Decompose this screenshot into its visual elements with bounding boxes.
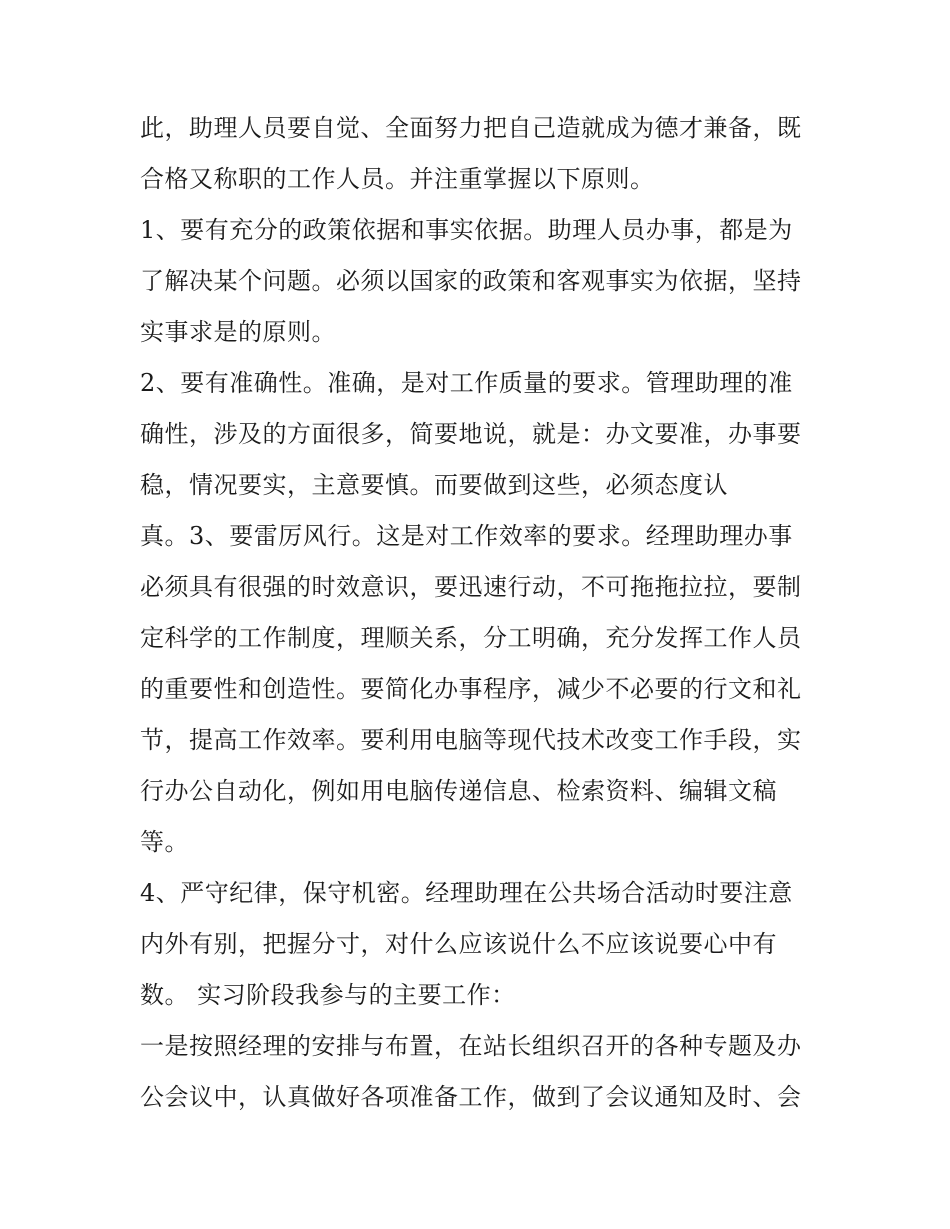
text-line: 4、严守纪律，保守机密。经理助理在公共场合活动时要注意 [140, 879, 793, 907]
text-line: 真。3、要雷厉风行。这是对工作效率的要求。经理助理办事 [140, 522, 793, 550]
text-line: 确性，涉及的方面很多，简要地说，就是：办文要准，办事要 [140, 420, 802, 448]
text-line: 的重要性和创造性。要简化办事程序，减少不必要的行文和礼 [140, 675, 802, 703]
text-line: 内外有别，把握分寸，对什么应该说什么不应该说要心中有 [140, 930, 777, 958]
document-body [140, 108, 820, 1128]
text-line: 公会议中，认真做好各项准备工作，做到了会议通知及时、会 [140, 1083, 802, 1111]
text-line: 等。 [140, 828, 189, 856]
text-line: 节，提高工作效率。要利用电脑等现代技术改变工作手段，实 [140, 726, 802, 754]
text-line: 1、要有充分的政策依据和事实依据。助理人员办事，都是为 [140, 216, 793, 244]
text-line: 2、要有准确性。准确，是对工作质量的要求。管理助理的准 [140, 369, 793, 397]
text-line: 了解决某个问题。必须以国家的政策和客观事实为依据，坚持 [140, 267, 802, 295]
text-line: 实事求是的原则。 [140, 318, 336, 346]
text-line: 一是按照经理的安排与布置，在站长组织召开的各种专题及办 [140, 1032, 802, 1060]
text-line: 合格又称职的工作人员。并注重掌握以下原则。 [140, 165, 655, 193]
text-line: 必须具有很强的时效意识，要迅速行动，不可拖拖拉拉，要制 [140, 573, 802, 601]
text-line: 此，助理人员要自觉、全面努力把自己造就成为德才兼备，既 [140, 114, 802, 142]
text-line: 数。 实习阶段我参与的主要工作： [140, 981, 516, 1009]
text-line: 定科学的工作制度，理顺关系，分工明确，充分发挥工作人员 [140, 624, 802, 652]
text-line: 稳，情况要实，主意要慎。而要做到这些，必须态度认 [140, 471, 728, 499]
text-line: 行办公自动化，例如用电脑传递信息、检索资料、编辑文稿 [140, 777, 777, 805]
